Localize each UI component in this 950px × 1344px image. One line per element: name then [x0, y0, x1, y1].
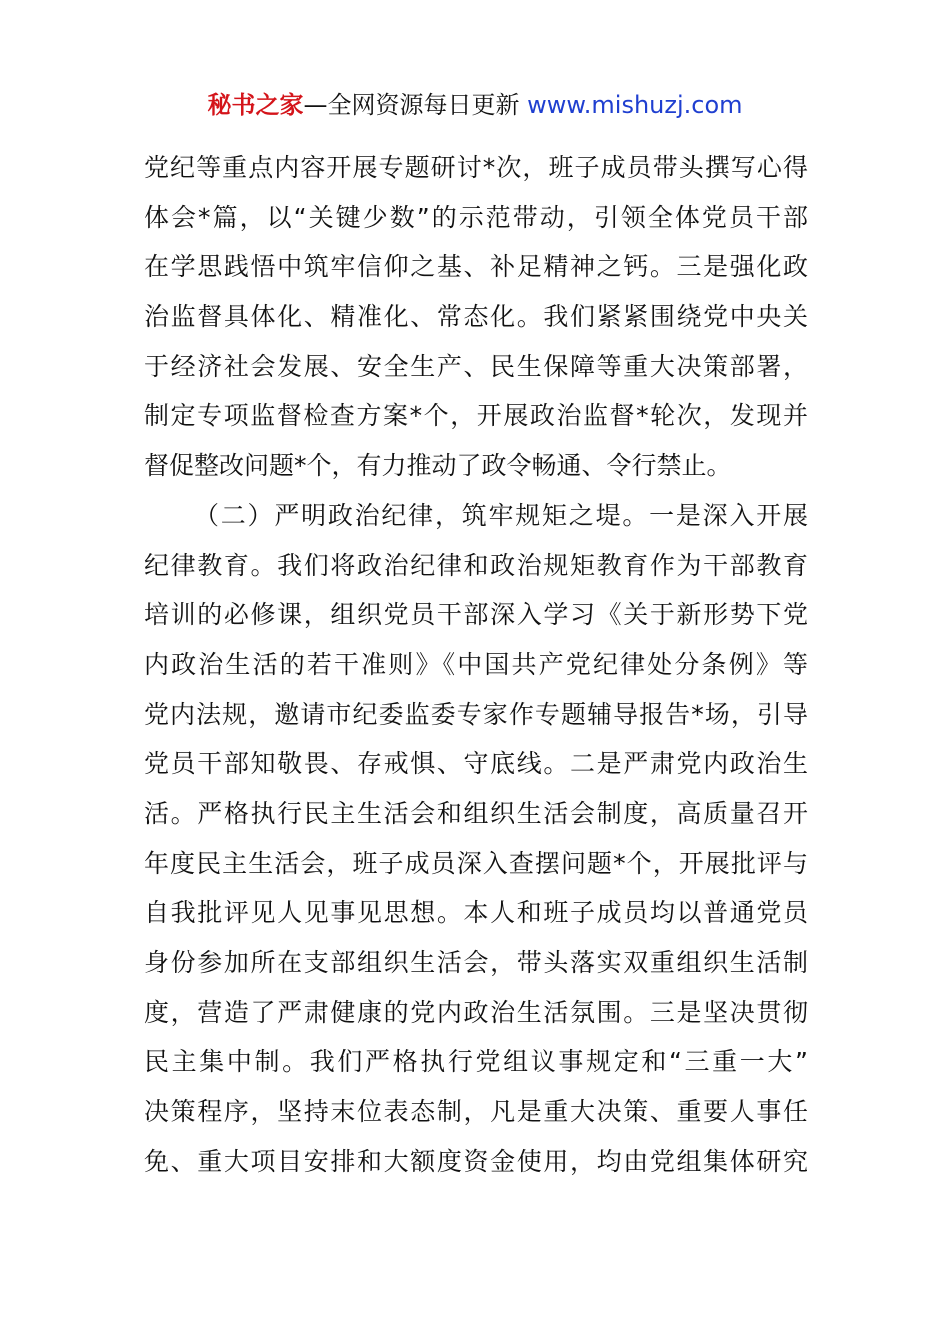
text-line: 活。严格执行民主生活会和组织生活会制度，高质量召开	[144, 798, 808, 828]
site-header	[0, 88, 950, 122]
brand-name: 秘书之家	[207, 91, 304, 119]
text-line: 于经济社会发展、安全生产、民生保障等重大决策部署，	[144, 351, 808, 381]
text-line: 度，营造了严肃健康的党内政治生活氛围。三是坚决贯彻	[144, 997, 808, 1027]
header-tagline: —全网资源每日更新	[303, 91, 528, 119]
text-line: 党员干部知敬畏、存戒惧、守底线。二是严肃党内政治生	[144, 749, 808, 779]
text-line: 督促整改问题*个，有力推动了政令畅通、令行禁止。	[144, 451, 732, 481]
document-body	[144, 143, 808, 1186]
text-line: 免、重大项目安排和大额度资金使用，均由党组集体研究	[144, 1146, 808, 1176]
text-line: 纪律教育。我们将政治纪律和政治规矩教育作为干部教育	[144, 550, 808, 580]
text-line: 在学思践悟中筑牢信仰之基、补足精神之钙。三是强化政	[144, 252, 808, 282]
text-line: 党纪等重点内容开展专题研讨*次，班子成员带头撰写心得	[144, 153, 808, 182]
site-url-link[interactable]: www.mishuzj.com	[527, 91, 743, 119]
text-line: 培训的必修课，组织党员干部深入学习《关于新形势下党	[144, 600, 808, 630]
text-line: 内政治生活的若干准则》《中国共产党纪律处分条例》等	[144, 649, 808, 679]
text-line: 体会*篇，以“关键少数”的示范带动，引领全体党员干部	[144, 202, 808, 232]
text-line: 党内法规，邀请市纪委监委专家作专题辅导报告*场，引导	[144, 699, 808, 729]
text-line: 自我批评见人见事见思想。本人和班子成员均以普通党员	[144, 898, 808, 928]
section-heading-line: （二）严明政治纪律，筑牢规矩之堤。一是深入开展	[194, 500, 808, 530]
text-line: 决策程序，坚持末位表态制，凡是重大决策、重要人事任	[144, 1097, 808, 1127]
text-line: 治监督具体化、精准化、常态化。我们紧紧围绕党中央关	[144, 302, 808, 332]
text-line: 制定专项监督检查方案*个，开展政治监督*轮次，发现并	[144, 401, 808, 431]
text-line: 民主集中制。我们严格执行党组议事规定和“三重一大”	[144, 1047, 808, 1077]
text-line: 年度民主生活会，班子成员深入查摆问题*个，开展批评与	[144, 848, 808, 878]
text-line: 身份参加所在支部组织生活会，带头落实双重组织生活制	[144, 948, 808, 977]
